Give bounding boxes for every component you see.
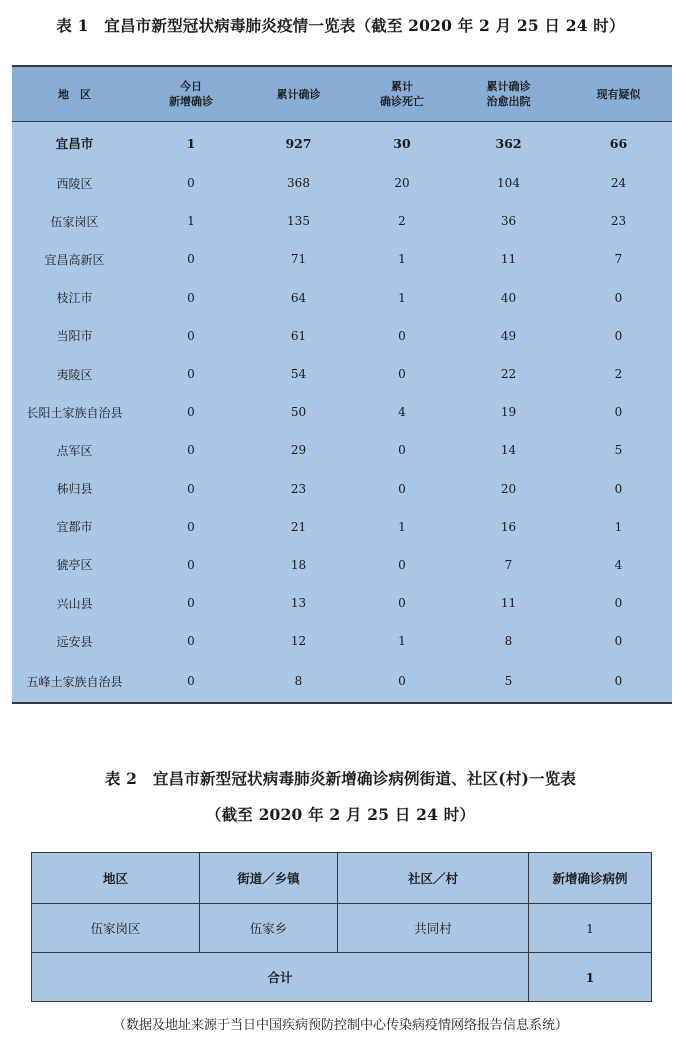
cell-suspected: 4	[614, 557, 623, 572]
table-row	[12, 202, 672, 240]
table-row	[12, 584, 672, 622]
t2-header-region: 地区	[32, 853, 200, 904]
cell-new-today: 0	[187, 367, 195, 382]
cell-total-deaths: 0	[398, 674, 406, 689]
source-note: （数据及地址来源于当日中国疾病预防控制中心传染病疫情网络报告信息系统）	[112, 1018, 568, 1033]
cell-total-confirmed: 18	[290, 557, 307, 572]
cell-total-deaths: 1	[398, 252, 406, 267]
table-row	[12, 470, 672, 508]
header-total-deaths-line2: 确诊死亡	[380, 95, 424, 108]
cell-region: 当阳市	[56, 329, 93, 344]
cell-total-recovered: 5	[504, 674, 513, 689]
header-region: 地 区	[12, 66, 137, 122]
cell-region: 伍家岗区	[50, 214, 99, 229]
cell-new-today: 0	[187, 290, 195, 305]
table1-title: 表 1 宜昌市新型冠状病毒肺炎疫情一览表（截至 2020 年 2 月 25 日 24 时）	[56, 16, 625, 35]
table-row	[12, 546, 672, 584]
cell-region: 猇亭区	[56, 558, 93, 573]
cell-suspected: 5	[614, 443, 623, 458]
cell-total-deaths: 0	[398, 481, 406, 496]
t2-header-new-cases: 新增确诊病例	[529, 853, 652, 904]
header-suspected: 现有疑似	[565, 66, 672, 122]
cell-new-today: 0	[187, 557, 195, 572]
cell-region: 枝江市	[56, 291, 93, 306]
t2-cell-new-cases: 1	[529, 904, 652, 953]
cell-new-today: 0	[187, 405, 195, 420]
cell-new-today: 1	[186, 135, 196, 151]
cell-total-deaths: 0	[398, 367, 406, 382]
table2-total-row	[32, 953, 652, 1002]
table-row	[12, 317, 672, 355]
cell-new-today: 0	[187, 252, 195, 267]
table1-header-row	[12, 66, 672, 122]
cell-region: 五峰土家族自治县	[26, 674, 123, 689]
cell-suspected: 0	[614, 634, 623, 649]
cell-total-deaths: 20	[394, 176, 410, 191]
table-row	[12, 660, 672, 703]
table2-title: 表 2 宜昌市新型冠状病毒肺炎新增确诊病例街道、社区(村)一览表	[104, 769, 577, 788]
cell-region: 宜昌高新区	[44, 252, 105, 267]
cell-region: 宜都市	[56, 520, 93, 535]
cell-suspected: 66	[609, 135, 628, 151]
header-total-recovered-line2: 治愈出院	[486, 95, 531, 108]
cell-total-recovered: 104	[497, 176, 520, 191]
cell-total-deaths: 2	[398, 214, 406, 229]
cell-total-confirmed: 12	[290, 634, 307, 649]
t2-cell-community: 共同村	[338, 904, 529, 953]
cell-total-confirmed: 368	[287, 176, 310, 191]
cell-suspected: 0	[614, 481, 623, 496]
header-new-today-line2: 新增确诊	[169, 95, 213, 108]
table-row	[12, 622, 672, 660]
table-row	[12, 240, 672, 278]
header-total-recovered	[452, 66, 565, 122]
cell-total-recovered: 49	[500, 328, 517, 343]
new-cases-location-table	[31, 852, 652, 1002]
cell-total-confirmed: 50	[290, 405, 307, 420]
table-row	[12, 279, 672, 317]
cell-total-confirmed: 21	[290, 519, 307, 534]
table-row	[32, 904, 652, 953]
header-total-deaths-line1: 累计	[391, 80, 413, 93]
cell-suspected: 23	[610, 214, 627, 229]
cell-new-today: 0	[187, 443, 195, 458]
cell-new-today: 0	[187, 481, 195, 496]
cell-total-recovered: 22	[500, 367, 517, 382]
cell-total-recovered: 14	[500, 443, 517, 458]
cell-total-confirmed: 64	[290, 290, 307, 305]
cell-region: 点军区	[56, 443, 93, 458]
cell-total-recovered: 8	[504, 634, 513, 649]
cell-total-deaths: 0	[398, 328, 406, 343]
cell-region: 远安县	[56, 634, 93, 649]
epidemic-summary-table	[12, 65, 672, 704]
cell-total-recovered: 7	[504, 557, 513, 572]
cell-new-today: 0	[187, 634, 195, 649]
cell-new-today: 0	[187, 176, 195, 191]
table2-header-row	[32, 853, 652, 904]
cell-total-confirmed: 61	[290, 328, 307, 343]
cell-total-deaths: 1	[398, 634, 406, 649]
t2-header-street: 街道／乡镇	[200, 853, 338, 904]
table-row	[12, 164, 672, 202]
t2-cell-region: 伍家岗区	[32, 904, 200, 953]
cell-total-deaths: 30	[393, 135, 411, 151]
cell-total-deaths: 0	[398, 443, 406, 458]
cell-total-deaths: 1	[398, 290, 406, 305]
table-row-city-total	[12, 122, 672, 165]
cell-suspected: 2	[614, 367, 623, 382]
cell-total-recovered: 11	[500, 252, 517, 267]
cell-total-deaths: 0	[398, 557, 406, 572]
cell-total-recovered: 36	[500, 214, 517, 229]
cell-suspected: 0	[614, 328, 623, 343]
cell-new-today: 0	[187, 328, 195, 343]
cell-total-confirmed: 71	[290, 252, 307, 267]
table-row	[12, 393, 672, 431]
t2-header-community: 社区／村	[338, 853, 529, 904]
header-total-confirmed: 累计确诊	[245, 66, 352, 122]
header-total-deaths	[352, 66, 452, 122]
cell-region: 宜昌市	[55, 136, 94, 151]
cell-new-today: 0	[187, 674, 195, 689]
cell-total-confirmed: 927	[285, 135, 312, 151]
cell-new-today: 0	[187, 596, 195, 611]
cell-region: 长阳土家族自治县	[26, 405, 123, 420]
cell-suspected: 1	[614, 519, 623, 534]
cell-total-confirmed: 23	[290, 481, 307, 496]
header-new-today-line1: 今日	[180, 80, 202, 93]
cell-suspected: 0	[614, 596, 623, 611]
cell-total-confirmed: 13	[290, 596, 307, 611]
table2-subtitle: （截至 2020 年 2 月 25 日 24 时）	[205, 805, 476, 824]
t2-total-value: 1	[529, 953, 652, 1002]
table-row	[12, 355, 672, 393]
cell-total-confirmed: 54	[290, 367, 307, 382]
cell-region: 西陵区	[56, 176, 93, 191]
cell-total-confirmed: 8	[294, 674, 303, 689]
header-new-today	[137, 66, 245, 122]
cell-new-today: 0	[187, 519, 195, 534]
cell-total-confirmed: 29	[290, 443, 307, 458]
cell-region: 秭归县	[56, 482, 93, 497]
table-row	[12, 431, 672, 469]
cell-total-confirmed: 135	[287, 214, 310, 229]
cell-total-recovered: 11	[500, 596, 517, 611]
cell-total-recovered: 16	[500, 519, 517, 534]
cell-total-recovered: 40	[500, 290, 517, 305]
cell-region: 夷陵区	[56, 367, 93, 382]
t2-cell-street: 伍家乡	[200, 904, 338, 953]
cell-new-today: 1	[187, 214, 195, 229]
t2-total-label: 合计	[32, 953, 529, 1002]
cell-total-recovered: 362	[495, 135, 522, 151]
table-row	[12, 508, 672, 546]
cell-suspected: 7	[614, 252, 623, 267]
cell-suspected: 0	[614, 405, 623, 420]
cell-total-recovered: 20	[500, 481, 517, 496]
cell-suspected: 0	[614, 674, 623, 689]
cell-total-recovered: 19	[500, 405, 517, 420]
header-total-recovered-line1: 累计确诊	[486, 80, 531, 93]
cell-region: 兴山县	[56, 596, 93, 611]
cell-suspected: 0	[614, 290, 623, 305]
cell-total-deaths: 4	[398, 405, 406, 420]
cell-total-deaths: 0	[398, 596, 406, 611]
cell-suspected: 24	[610, 176, 627, 191]
cell-total-deaths: 1	[398, 519, 406, 534]
